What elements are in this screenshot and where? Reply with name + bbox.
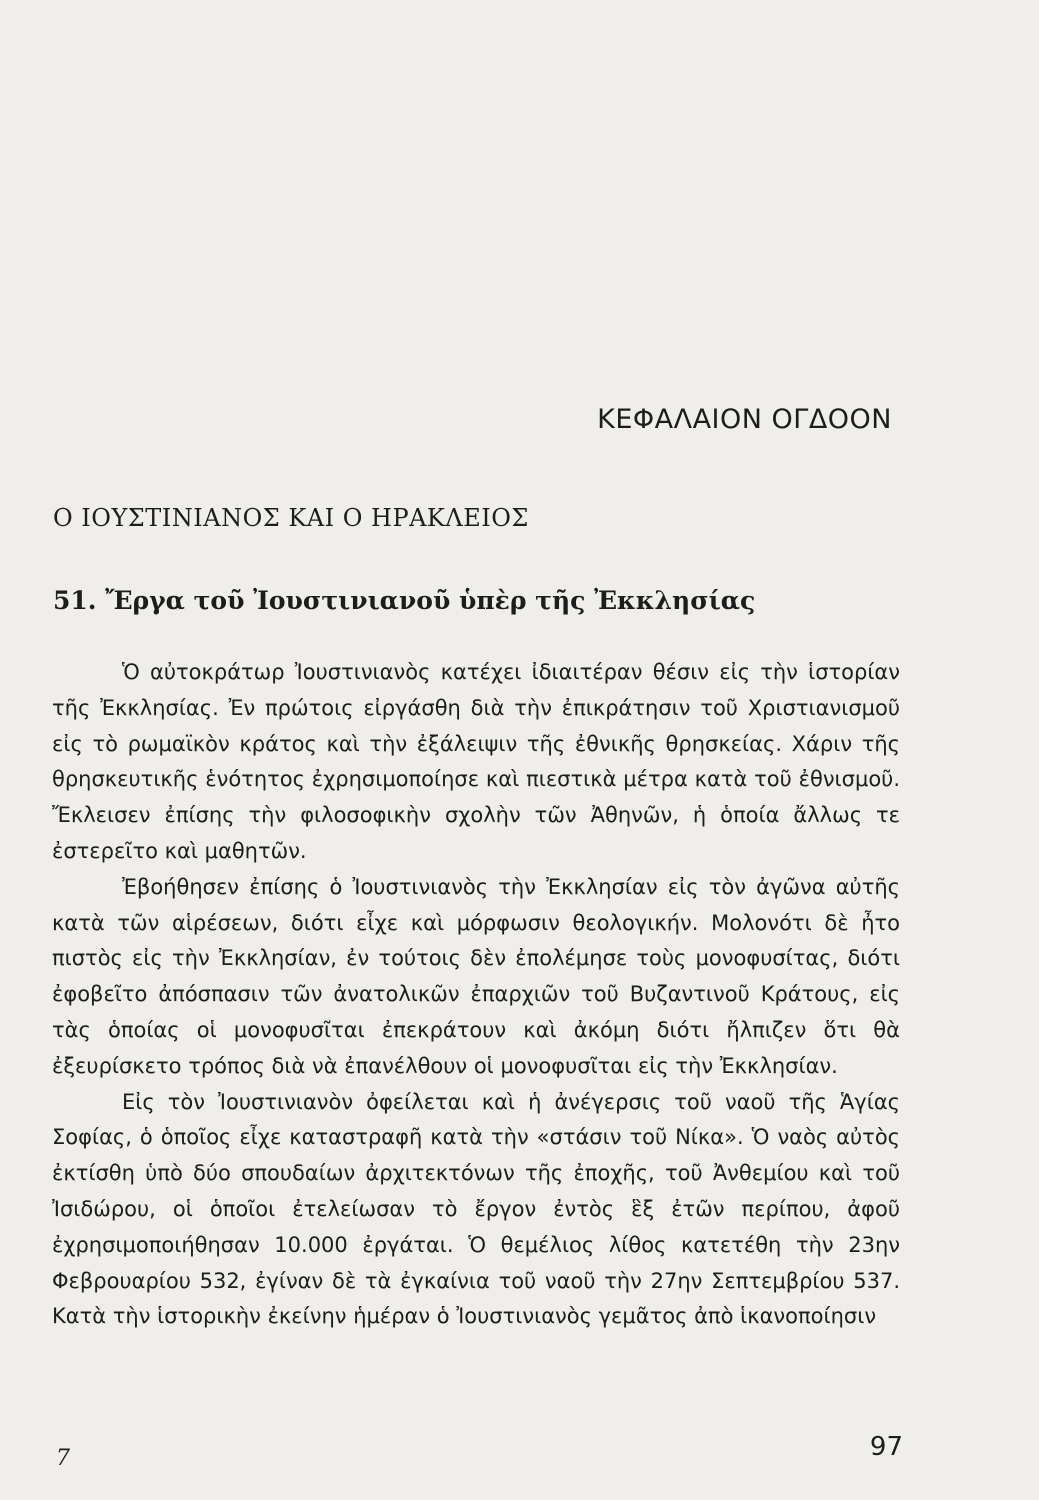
- page-number: 97: [869, 1432, 903, 1462]
- paragraph-1: Ὁ αὐτοκράτωρ Ἰουστινιανὸς κατέχει ἰδιαιτέραν θέσιν εἰς τὴν ἱστορίαν τῆς Ἐκκλησίας. Ἐν πρώτοις εἰργάσθη διὰ τὴν ἐπικράτησιν τοῦ Χριστιανισμοῦ εἰς τὸ ρωμαϊκὸν κράτος καὶ τὴν ἐξάλειψιν τῆς ἐθνικῆς θρησκείας. Χάριν τῆς θρησκευτικῆς ἑνότητος ἐχρησιμοποίησε καὶ πιεστικὰ μέτρα κατὰ τοῦ ἐθνισμοῦ. Ἔκλεισεν ἐπίσης τὴν φιλοσοφικὴν σχολὴν τῶν Ἀθηνῶν, ἡ ὁποία ἄλλως τε ἐστερεῖτο καὶ μαθητῶν.: [52, 660, 900, 863]
- paragraph-3: Εἰς τὸν Ἰουστινιανὸν ὀφείλεται καὶ ἡ ἀνέγερσις τοῦ ναοῦ τῆς Ἁγίας Σοφίας, ὁ ὁποῖος εἶχε καταστραφῆ κατὰ τὴν «στάσιν τοῦ Νίκα». Ὁ ναὸς αὐτὸς ἐκτίσθη ὑπὸ δύο σπουδαίων ἀρχιτεκτόνων τῆς ἐποχῆς, τοῦ Ἀνθεμίου καὶ τοῦ Ἰσιδώρου, οἱ ὁποῖοι ἐτελείωσαν τὸ ἔργον ἐντὸς ἓξ ἐτῶν περίπου, ἀφοῦ ἐχρησιμοποιήθησαν 10.000 ἐργάται. Ὁ θεμέλιος λίθος κατετέθη τὴν 23ην Φεβρουαρίου 532, ἐγίναν δὲ τὰ ἐγκαίνια τοῦ ναοῦ τὴν 27ην Σεπτεμβρίου 537. Κατὰ τὴν ἱστορικὴν ἐκείνην ἡμέραν ὁ Ἰουστινιανὸς γεμᾶτος ἀπὸ ἱκανοποίησιν: [52, 1089, 900, 1329]
- chapter-heading: ΚΕΦΑΛΑΙΟΝ ΟΓΔΟΟΝ: [597, 404, 892, 435]
- body-text: [52, 655, 900, 1335]
- section-heading: 51. Ἔργα τοῦ Ἰουστινιανοῦ ὑπὲρ τῆς Ἐκκλησίας: [53, 586, 756, 615]
- paragraph-2: Ἐβοήθησεν ἐπίσης ὁ Ἰουστινιανὸς τὴν Ἐκκλησίαν εἰς τὸν ἀγῶνα αὐτῆς κατὰ τῶν αἱρέσεων, διότι εἶχε καὶ μόρφωσιν θεολογικήν. Μολονότι δὲ ἦτο πιστὸς εἰς τὴν Ἐκκλησίαν, ἐν τούτοις δὲν ἐπολέμησε τοὺς μονοφυσίτας, διότι ἐφοβεῖτο ἀπόσπασιν τῶν ἀνατολικῶν ἐπαρχιῶν τοῦ Βυζαντινοῦ Κράτους, εἰς τὰς ὁποίας οἱ μονοφυσῖται ἐπεκράτουν καὶ ἀκόμη διότι ἤλπιζεν ὅτι θὰ ἐξευρίσκετο τρόπος διὰ νὰ ἐπανέλθουν οἱ μονοφυσῖται εἰς τὴν Ἐκκλησίαν.: [52, 874, 900, 1078]
- part-title: Ο ΙΟΥΣΤΙΝΙΑΝΟΣ ΚΑΙ Ο ΗΡΑΚΛΕΙΟΣ: [53, 504, 529, 532]
- signature-mark: 7: [56, 1446, 70, 1471]
